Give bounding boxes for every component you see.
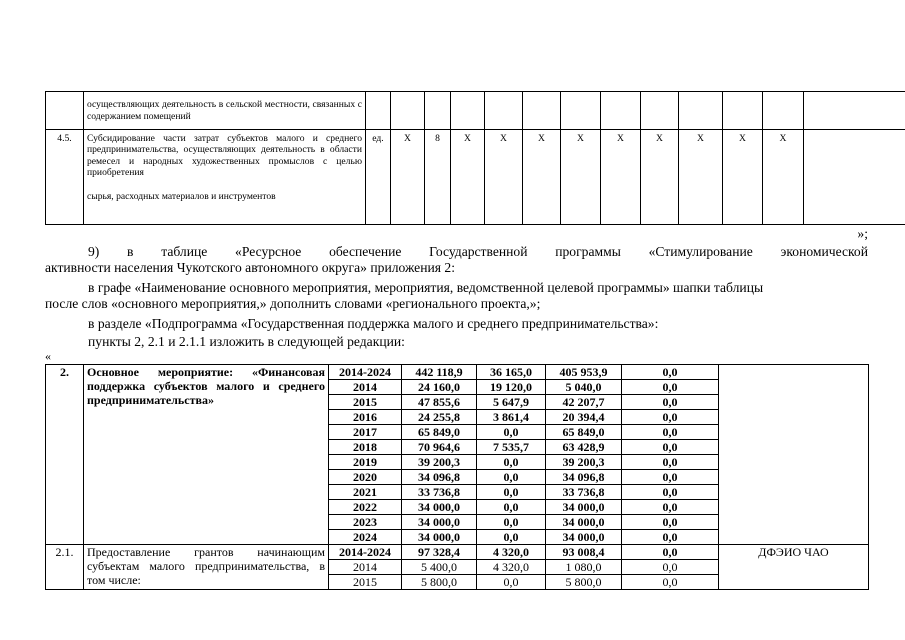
- federal-cell: 0,0: [477, 485, 546, 500]
- total-cell: 5 400,0: [402, 560, 477, 575]
- measure-title: Основное мероприятие: «Финансовая поддержка субъектов малого и среднего предпринимательства»: [84, 365, 329, 545]
- opening-quote: «: [45, 349, 51, 363]
- unit-cell: ед.: [366, 130, 391, 225]
- federal-cell: 0,0: [477, 500, 546, 515]
- value-cell: Х: [485, 130, 523, 225]
- paragraph-items: пункты 2, 2.1 и 2.1.1 изложить в следующей редакции:: [88, 334, 405, 349]
- total-cell: 70 964,6: [402, 440, 477, 455]
- federal-cell: 0,0: [477, 575, 546, 590]
- indicator-description-part-a: Субсидирование части затрат субъектов малого и среднего предпринимательства, осуществляющих деятельность в области ремесел и народных художественных промыслов с целью приобретения: [87, 133, 362, 179]
- total-cell: 34 000,0: [402, 530, 477, 545]
- other-cell: 0,0: [622, 515, 719, 530]
- period-cell: 2014: [329, 380, 402, 395]
- regional-cell: 405 953,9: [546, 365, 622, 380]
- section-2-1: [46, 545, 869, 590]
- table-row: [46, 365, 869, 380]
- other-cell: 0,0: [622, 560, 719, 575]
- federal-cell: 0,0: [477, 530, 546, 545]
- period-cell: 2019: [329, 455, 402, 470]
- paragraph-9-line-2: активности населения Чукотского автономного округа» приложения 2:: [45, 260, 455, 275]
- total-cell: 33 736,8: [402, 485, 477, 500]
- value-cell: Х: [763, 130, 804, 225]
- federal-cell: 0,0: [477, 470, 546, 485]
- regional-cell: 20 394,4: [546, 410, 622, 425]
- regional-cell: 34 096,8: [546, 470, 622, 485]
- period-cell: 2022: [329, 500, 402, 515]
- paragraph-header-line-2: после слов «основного мероприятия,» дополнить словами «регионального проекта,»;: [45, 296, 541, 311]
- paragraph-header-line-1: в графе «Наименование основного мероприятия, мероприятия, ведомственной целевой программы» шапки таблицы: [88, 280, 764, 295]
- regional-cell: 39 200,3: [546, 455, 622, 470]
- regional-cell: 1 080,0: [546, 560, 622, 575]
- regional-cell: 65 849,0: [546, 425, 622, 440]
- regional-cell: 33 736,8: [546, 485, 622, 500]
- executor-cell: [719, 365, 869, 545]
- section-2: [46, 365, 869, 545]
- other-cell: 0,0: [622, 395, 719, 410]
- federal-cell: 36 165,0: [477, 365, 546, 380]
- row-number: 2.: [46, 365, 84, 545]
- period-cell: 2020: [329, 470, 402, 485]
- other-cell: 0,0: [622, 380, 719, 395]
- measure-title: Предоставление грантов начинающим субъектам малого предпринимательства, в том числе:: [84, 545, 329, 590]
- total-cell: 34 096,8: [402, 470, 477, 485]
- federal-cell: 19 120,0: [477, 380, 546, 395]
- federal-cell: 4 320,0: [477, 560, 546, 575]
- paragraph-subprogram: в разделе «Подпрограмма «Государственная поддержка малого и среднего предпринимательства»:: [88, 316, 659, 331]
- indicator-description-part-b: сырья, расходных материалов и инструментов: [87, 190, 276, 202]
- total-cell: 442 118,9: [402, 365, 477, 380]
- regional-cell: 93 008,4: [546, 545, 622, 560]
- other-cell: 0,0: [622, 455, 719, 470]
- indicator-description: [84, 130, 366, 225]
- federal-cell: 0,0: [477, 515, 546, 530]
- federal-cell: 4 320,0: [477, 545, 546, 560]
- federal-cell: 7 535,7: [477, 440, 546, 455]
- regional-cell: 42 207,7: [546, 395, 622, 410]
- regional-cell: 34 000,0: [546, 500, 622, 515]
- period-cell: 2023: [329, 515, 402, 530]
- value-cell: Х: [601, 130, 641, 225]
- period-cell: 2016: [329, 410, 402, 425]
- other-cell: 0,0: [622, 470, 719, 485]
- row-number: 4.5.: [46, 130, 84, 225]
- indicators-table: [45, 91, 905, 225]
- regional-cell: 34 000,0: [546, 515, 622, 530]
- indicator-description: осуществляющих деятельность в сельской местности, связанных с содержанием помещений: [84, 92, 366, 130]
- value-cell: Х: [561, 130, 601, 225]
- table-row: [46, 130, 905, 225]
- other-cell: 0,0: [622, 440, 719, 455]
- period-cell: 2017: [329, 425, 402, 440]
- row-number: 2.1.: [46, 545, 84, 590]
- total-cell: 97 328,4: [402, 545, 477, 560]
- value-cell: Х: [641, 130, 679, 225]
- other-cell: 0,0: [622, 500, 719, 515]
- regional-cell: 5 040,0: [546, 380, 622, 395]
- value-cell: Х: [723, 130, 763, 225]
- total-cell: 39 200,3: [402, 455, 477, 470]
- total-cell: 24 160,0: [402, 380, 477, 395]
- total-cell: 47 855,6: [402, 395, 477, 410]
- value-cell: Х: [523, 130, 561, 225]
- period-cell: 2014: [329, 560, 402, 575]
- other-cell: 0,0: [622, 530, 719, 545]
- closing-quote: »;: [857, 226, 868, 241]
- regional-cell: 34 000,0: [546, 530, 622, 545]
- regional-cell: 5 800,0: [546, 575, 622, 590]
- regional-cell: 63 428,9: [546, 440, 622, 455]
- table-row: [46, 545, 869, 560]
- value-cell: 8: [425, 130, 451, 225]
- total-cell: 5 800,0: [402, 575, 477, 590]
- total-cell: 65 849,0: [402, 425, 477, 440]
- value-cell: Х: [391, 130, 425, 225]
- federal-cell: 0,0: [477, 425, 546, 440]
- period-cell: 2015: [329, 395, 402, 410]
- federal-cell: 3 861,4: [477, 410, 546, 425]
- period-cell: 2014-2024: [329, 365, 402, 380]
- period-cell: 2014-2024: [329, 545, 402, 560]
- total-cell: 34 000,0: [402, 515, 477, 530]
- period-cell: 2021: [329, 485, 402, 500]
- budget-table: [45, 364, 869, 590]
- other-cell: 0,0: [622, 575, 719, 590]
- total-cell: 24 255,8: [402, 410, 477, 425]
- other-cell: 0,0: [622, 425, 719, 440]
- other-cell: 0,0: [622, 410, 719, 425]
- value-cell: Х: [451, 130, 485, 225]
- period-cell: 2024: [329, 530, 402, 545]
- executor-cell: ДФЭИО ЧАО: [719, 545, 869, 590]
- value-cell: Х: [679, 130, 723, 225]
- other-cell: 0,0: [622, 365, 719, 380]
- period-cell: 2015: [329, 575, 402, 590]
- other-cell: 0,0: [622, 545, 719, 560]
- other-cell: 0,0: [622, 485, 719, 500]
- table-row: [46, 92, 905, 130]
- period-cell: 2018: [329, 440, 402, 455]
- federal-cell: 0,0: [477, 455, 546, 470]
- total-cell: 34 000,0: [402, 500, 477, 515]
- federal-cell: 5 647,9: [477, 395, 546, 410]
- paragraph-9-line-1: 9) в таблице «Ресурсное обеспечение Государственной программы «Стимулирование экономической: [88, 244, 868, 259]
